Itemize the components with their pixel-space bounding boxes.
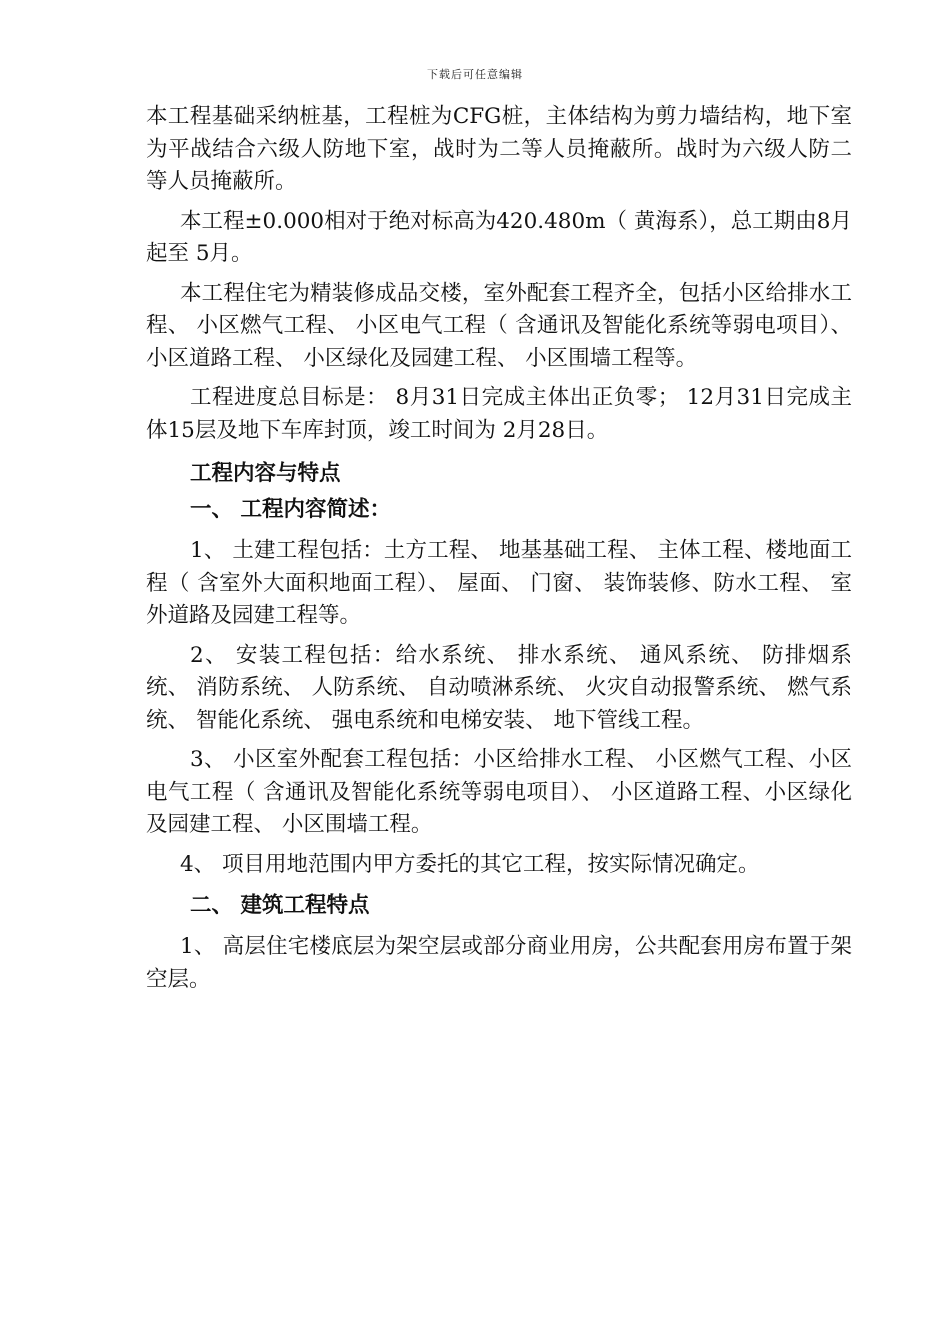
paragraph-schedule: 工程进度总目标是： 8月31日完成主体出正负零； 12月31日完成主体15层及地下车库封顶，竣工时间为 2月28日。: [146, 385, 852, 443]
document-body: [146, 101, 852, 996]
paragraph-finishing: 本工程住宅为精装修成品交楼，室外配套工程齐全，包括小区给排水工程、 小区燃气工程、 小区电气工程（ 含通讯及智能化系统等弱电项目）、 小区道路工程、 小区绿化及园建工程、 小区围墙工程等。: [146, 280, 852, 371]
list-item-highrise: 1、 高层住宅楼底层为架空层或部分商业用房，公共配套用房布置于架空层。: [146, 934, 852, 992]
section-title: 工程内容与特点: [190, 461, 341, 486]
list-item-installation: 2、 安装工程包括：给水系统、 排水系统、 通风系统、 防排烟系统、 消防系统、 人防系统、 自动喷淋系统、 火灾自动报警系统、 燃气系统、 智能化系统、 强电系统和电梯安装、 地下管线工程。: [146, 642, 852, 733]
paragraph-elevation: 本工程±0.000相对于绝对标高为420.480m（ 黄海系），总工期由8月起至 5月。: [146, 208, 852, 266]
paragraph-foundation: 本工程基础采纳桩基，工程桩为CFG桩，主体结构为剪力墙结构，地下室为平战结合六级人防地下室，战时为二等人员掩蔽所。战时为六级人防二等人员掩蔽所。: [146, 104, 852, 194]
list-item-civil: 1、 土建工程包括：土方工程、 地基基础工程、 主体工程、楼地面工程（ 含室外大面积地面工程）、 屋面、 门窗、 装饰装修、防水工程、 室外道路及园建工程等。: [146, 538, 852, 628]
list-item-other: 4、 项目用地范围内甲方委托的其它工程，按实际情况确定。: [180, 851, 760, 877]
subsection-title-one: 一、 工程内容简述：: [190, 497, 391, 522]
header-note: 下载后可任意编辑: [427, 68, 523, 81]
list-item-outdoor: 3、 小区室外配套工程包括：小区给排水工程、 小区燃气工程、小区电气工程（ 含通讯及智能化系统等弱电项目）、 小区道路工程、小区绿化及园建工程、 小区围墙工程。: [146, 747, 852, 837]
subsection-title-two: 二、 建筑工程特点: [190, 893, 370, 918]
